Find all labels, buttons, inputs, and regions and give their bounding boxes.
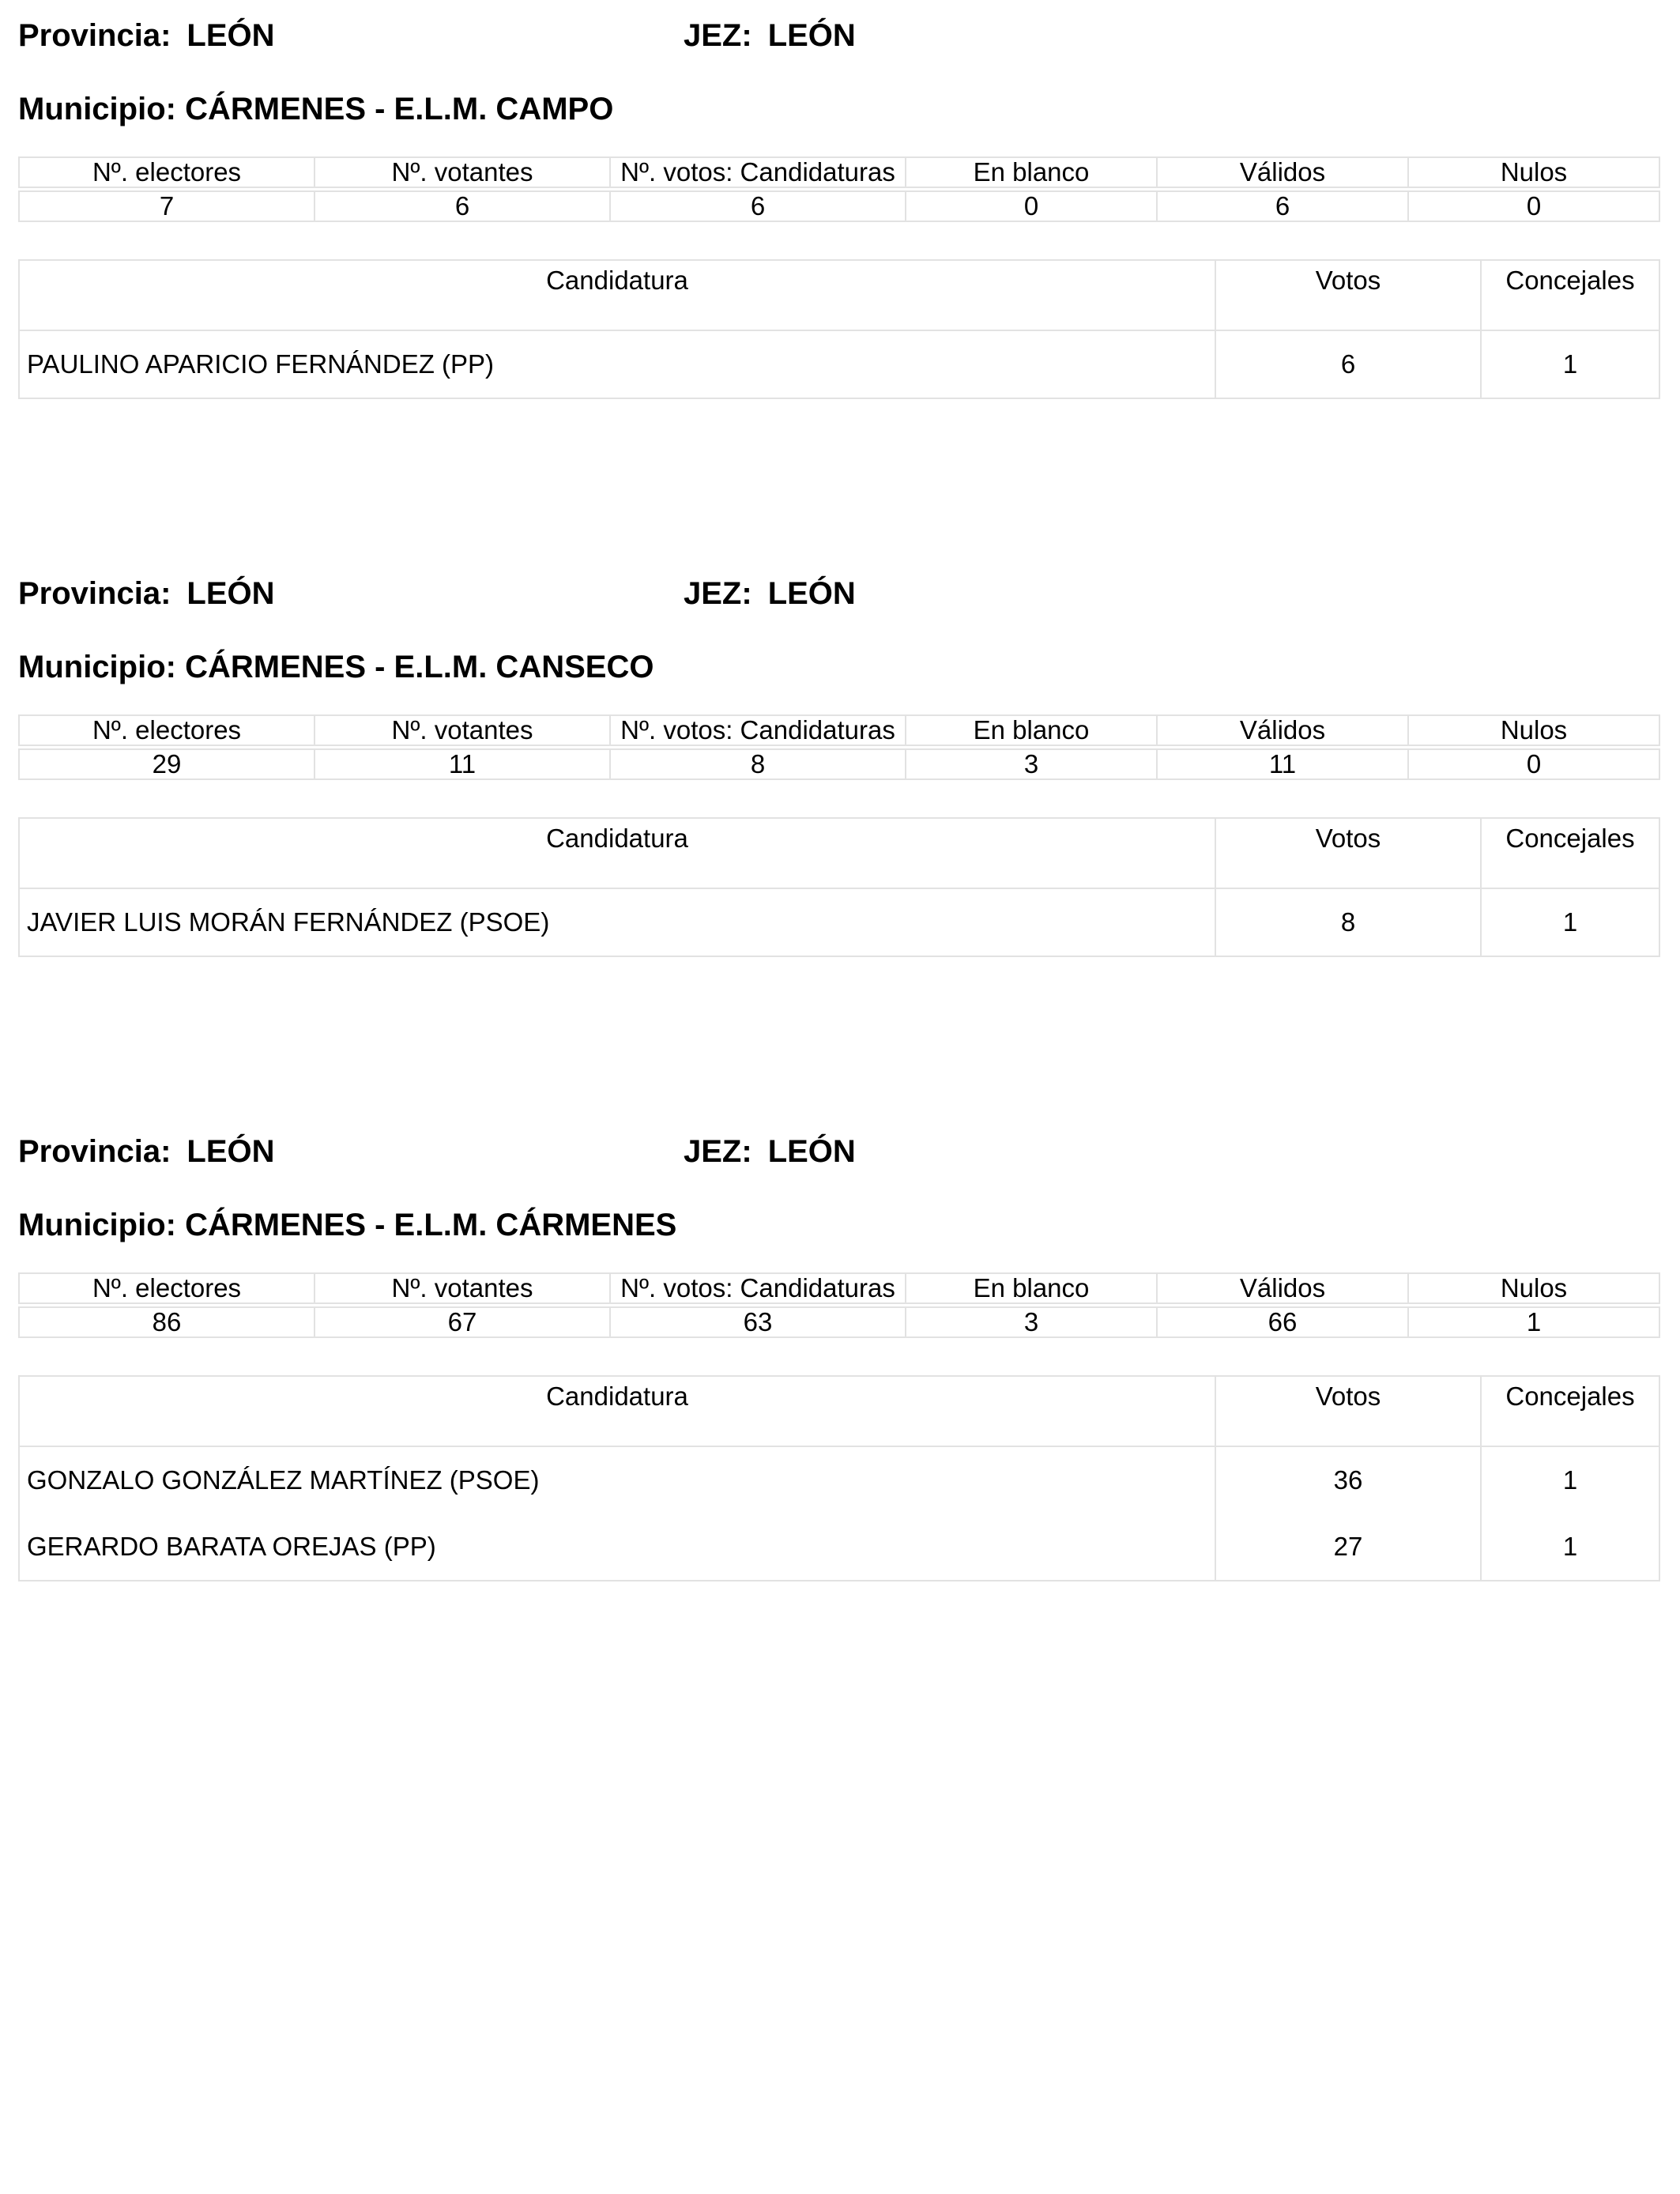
- stats-value-cell: 86: [19, 1307, 315, 1337]
- stats-header-cell: Válidos: [1157, 1273, 1408, 1303]
- jez-header: [684, 574, 856, 613]
- stats-header-cell: Nulos: [1408, 715, 1659, 745]
- stats-header-cell: Nº. votos: Candidaturas: [610, 715, 906, 745]
- stats-value-cell: 1: [1408, 1307, 1659, 1337]
- candidates-header-row: [19, 1376, 1659, 1446]
- header-row: [18, 574, 1659, 613]
- jez-label: JEZ:: [684, 576, 752, 611]
- election-section-carmenes: [18, 1132, 1659, 1561]
- stats-header-cell: En blanco: [906, 1273, 1157, 1303]
- stats-value-cell: 66: [1157, 1307, 1408, 1337]
- municipio-value: CÁRMENES - E.L.M. CÁRMENES: [185, 1208, 677, 1242]
- stats-value-cell: 29: [19, 749, 315, 779]
- table-row: [19, 888, 1659, 956]
- stats-value-cell: 6: [610, 191, 906, 221]
- stats-value-cell: 11: [1157, 749, 1408, 779]
- candidates-table: [18, 817, 1660, 957]
- candidatura-header: Candidatura: [19, 260, 1215, 330]
- candidates-header-row: [19, 260, 1659, 330]
- table-row: [19, 1446, 1659, 1514]
- stats-header-cell: Nº. electores: [19, 1273, 315, 1303]
- candidate-votes: 27: [1215, 1514, 1481, 1581]
- provincia-label: Provincia:: [18, 1134, 171, 1169]
- provincia-header: [18, 16, 275, 55]
- stats-value-cell: 6: [1157, 191, 1408, 221]
- municipio-header: [18, 1205, 676, 1245]
- stats-header-row: [19, 1273, 1659, 1303]
- votos-header: Votos: [1215, 1376, 1481, 1446]
- jez-label: JEZ:: [684, 18, 752, 53]
- candidate-concejales: 1: [1481, 330, 1659, 398]
- stats-header-row: [19, 715, 1659, 745]
- stats-table: [18, 714, 1660, 780]
- stats-header-cell: Nº. votantes: [315, 157, 610, 187]
- provincia-value: LEÓN: [186, 1134, 275, 1169]
- candidates-header-row: [19, 818, 1659, 888]
- stats-header-cell: Nº. votantes: [315, 715, 610, 745]
- stats-value-row: [19, 191, 1659, 221]
- candidate-votes: 36: [1215, 1446, 1481, 1514]
- stats-header-cell: Nº. electores: [19, 157, 315, 187]
- municipio-value: CÁRMENES - E.L.M. CAMPO: [185, 92, 614, 126]
- jez-header: [684, 1132, 856, 1171]
- jez-value: LEÓN: [767, 576, 856, 611]
- concejales-header: Concejales: [1481, 260, 1659, 330]
- stats-header-cell: Nº. votos: Candidaturas: [610, 1273, 906, 1303]
- candidates-table: [18, 1375, 1660, 1581]
- stats-header-cell: Nulos: [1408, 1273, 1659, 1303]
- municipio-label: Municipio:: [18, 1208, 176, 1242]
- header-row: [18, 16, 1659, 55]
- stats-value-cell: 7: [19, 191, 315, 221]
- provincia-value: LEÓN: [186, 18, 275, 53]
- candidate-votes: 6: [1215, 330, 1481, 398]
- stats-value-row: [19, 1307, 1659, 1337]
- stats-header-cell: Nº. electores: [19, 715, 315, 745]
- header-row: [18, 1132, 1659, 1171]
- stats-table: [18, 1272, 1660, 1338]
- stats-header-cell: Nº. votantes: [315, 1273, 610, 1303]
- jez-header: [684, 16, 856, 55]
- jez-value: LEÓN: [767, 18, 856, 53]
- provincia-label: Provincia:: [18, 18, 171, 53]
- municipio-value: CÁRMENES - E.L.M. CANSECO: [185, 650, 654, 684]
- candidates-table: [18, 259, 1660, 399]
- stats-header-cell: Válidos: [1157, 157, 1408, 187]
- stats-value-cell: 6: [315, 191, 610, 221]
- election-section-campo: [18, 16, 1659, 379]
- municipio-label: Municipio:: [18, 92, 176, 126]
- municipio-header: [18, 89, 613, 129]
- provincia-label: Provincia:: [18, 576, 171, 611]
- jez-value: LEÓN: [767, 1134, 856, 1169]
- stats-header-cell: En blanco: [906, 715, 1157, 745]
- candidatura-header: Candidatura: [19, 818, 1215, 888]
- stats-value-cell: 3: [906, 749, 1157, 779]
- concejales-header: Concejales: [1481, 818, 1659, 888]
- stats-value-cell: 0: [1408, 749, 1659, 779]
- stats-value-cell: 0: [1408, 191, 1659, 221]
- candidate-name: JAVIER LUIS MORÁN FERNÁNDEZ (PSOE): [27, 907, 550, 937]
- candidatura-header: Candidatura: [19, 1376, 1215, 1446]
- stats-table: [18, 156, 1660, 222]
- candidate-name: GERARDO BARATA OREJAS (PP): [27, 1532, 436, 1561]
- votos-header: Votos: [1215, 818, 1481, 888]
- municipio-label: Municipio:: [18, 650, 176, 684]
- candidate-votes: 8: [1215, 888, 1481, 956]
- stats-header-cell: Nulos: [1408, 157, 1659, 187]
- election-section-canseco: [18, 574, 1659, 937]
- stats-header-cell: Nº. votos: Candidaturas: [610, 157, 906, 187]
- stats-value-cell: 0: [906, 191, 1157, 221]
- jez-label: JEZ:: [684, 1134, 752, 1169]
- table-row: [19, 1514, 1659, 1581]
- candidate-name: GONZALO GONZÁLEZ MARTÍNEZ (PSOE): [27, 1465, 540, 1495]
- candidate-concejales: 1: [1481, 1514, 1659, 1581]
- stats-header-cell: Válidos: [1157, 715, 1408, 745]
- municipio-header: [18, 647, 654, 687]
- provincia-value: LEÓN: [186, 576, 275, 611]
- stats-header-row: [19, 157, 1659, 187]
- votos-header: Votos: [1215, 260, 1481, 330]
- stats-value-cell: 8: [610, 749, 906, 779]
- stats-value-row: [19, 749, 1659, 779]
- concejales-header: Concejales: [1481, 1376, 1659, 1446]
- provincia-header: [18, 1132, 275, 1171]
- provincia-header: [18, 574, 275, 613]
- stats-value-cell: 63: [610, 1307, 906, 1337]
- table-row: [19, 330, 1659, 398]
- stats-value-cell: 67: [315, 1307, 610, 1337]
- candidate-name: PAULINO APARICIO FERNÁNDEZ (PP): [27, 349, 495, 379]
- candidate-concejales: 1: [1481, 1446, 1659, 1514]
- stats-value-cell: 11: [315, 749, 610, 779]
- stats-header-cell: En blanco: [906, 157, 1157, 187]
- stats-value-cell: 3: [906, 1307, 1157, 1337]
- candidate-concejales: 1: [1481, 888, 1659, 956]
